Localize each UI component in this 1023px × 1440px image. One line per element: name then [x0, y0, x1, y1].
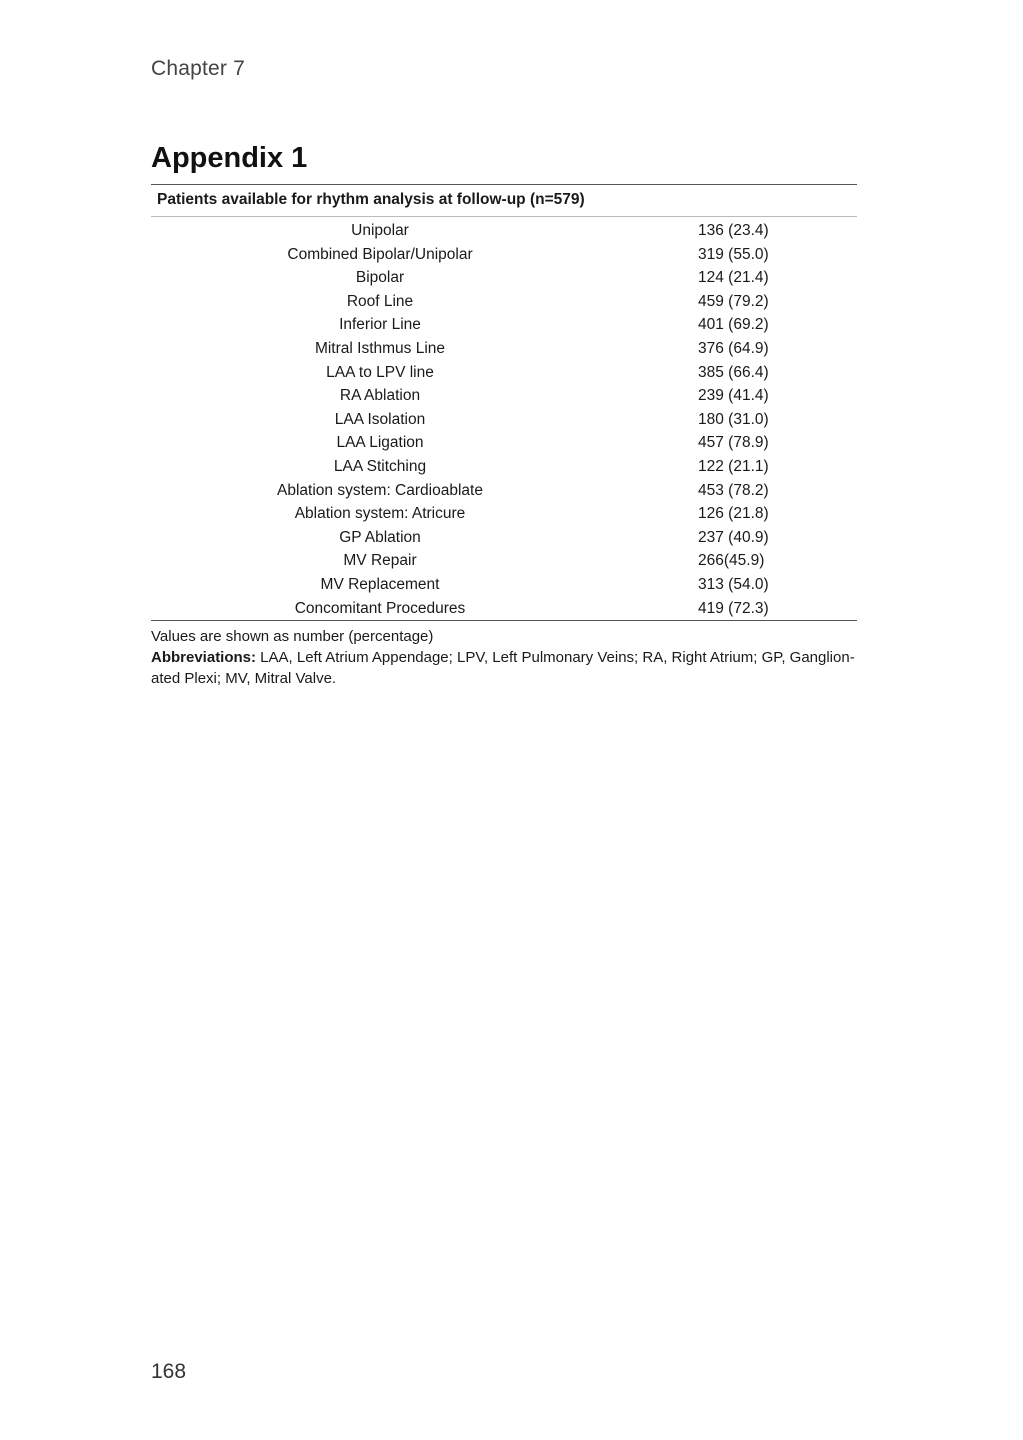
abbreviations-note — [151, 647, 873, 689]
row-label: Mitral Isthmus Line — [314, 339, 446, 357]
row-label: LAA Isolation — [334, 410, 426, 428]
row-value: 237 (40.9) — [698, 528, 769, 546]
row-label: GP Ablation — [339, 528, 421, 546]
row-value: 239 (41.4) — [698, 387, 769, 405]
table-row — [151, 502, 857, 526]
row-label: LAA Stitching — [333, 457, 427, 475]
row-value: 319 (55.0) — [698, 245, 769, 263]
abbreviations-label: Abbreviations: — [151, 649, 257, 666]
row-value: 401 (69.2) — [698, 316, 769, 334]
row-value: 124 (21.4) — [698, 269, 769, 287]
table-row — [151, 313, 857, 337]
abbreviations-text: LAA, Left Atrium Appendage; LPV, Left Pulmonary Veins; RA, Right Atrium; GP, Ganglion-ated Plexi; MV, Mitral Valve. — [151, 649, 855, 687]
row-label: Combined Bipolar/Unipolar — [287, 245, 473, 263]
table-notes — [151, 626, 873, 689]
running-head: Chapter 7 — [151, 57, 246, 80]
table-row — [151, 549, 857, 573]
row-value: 457 (78.9) — [698, 434, 769, 452]
row-label: LAA Ligation — [336, 434, 424, 452]
table-row — [151, 573, 857, 597]
row-label: Unipolar — [351, 222, 409, 239]
table-header-row — [151, 185, 857, 217]
row-value: 419 (72.3) — [609, 597, 857, 621]
row-label: Ablation system: Cardioablate — [277, 481, 483, 499]
row-value: 136 (23.4) — [698, 222, 769, 239]
values-note: Values are shown as number (percentage) — [151, 628, 434, 645]
row-value: 122 (21.1) — [698, 457, 769, 475]
row-value: 459 (79.2) — [698, 292, 769, 310]
table-row — [151, 526, 857, 550]
table-row — [151, 290, 857, 314]
table-row — [151, 217, 857, 243]
row-value: 266(45.9) — [698, 552, 765, 570]
row-label: RA Ablation — [339, 387, 421, 405]
table-row — [151, 384, 857, 408]
table-row — [151, 431, 857, 455]
row-value: 126 (21.8) — [698, 505, 769, 523]
page-number: 168 — [151, 1360, 187, 1383]
table-row — [151, 597, 857, 621]
row-value: 313 (54.0) — [698, 575, 769, 593]
row-label: Roof Line — [346, 292, 414, 310]
row-label: Ablation system: Atricure — [294, 505, 466, 523]
data-table — [151, 184, 857, 621]
row-value: 180 (31.0) — [698, 410, 769, 428]
row-label: Bipolar — [355, 269, 405, 287]
table-row — [151, 266, 857, 290]
table-row — [151, 479, 857, 503]
row-value: 453 (78.2) — [698, 481, 769, 499]
page-title: Appendix 1 — [151, 142, 308, 174]
table-row — [151, 243, 857, 267]
row-label: MV Replacement — [320, 575, 440, 593]
row-label: Concomitant Procedures — [151, 597, 609, 621]
table-row — [151, 361, 857, 385]
table-row — [151, 408, 857, 432]
table-row — [151, 455, 857, 479]
row-label: Inferior Line — [339, 316, 421, 334]
table-header: Patients available for rhythm analysis at follow-up (n=579) — [151, 185, 857, 217]
row-value: 376 (64.9) — [698, 339, 769, 357]
row-value: 385 (66.4) — [698, 363, 769, 381]
row-label: MV Repair — [343, 552, 417, 570]
table-row — [151, 337, 857, 361]
row-label: LAA to LPV line — [326, 363, 434, 381]
